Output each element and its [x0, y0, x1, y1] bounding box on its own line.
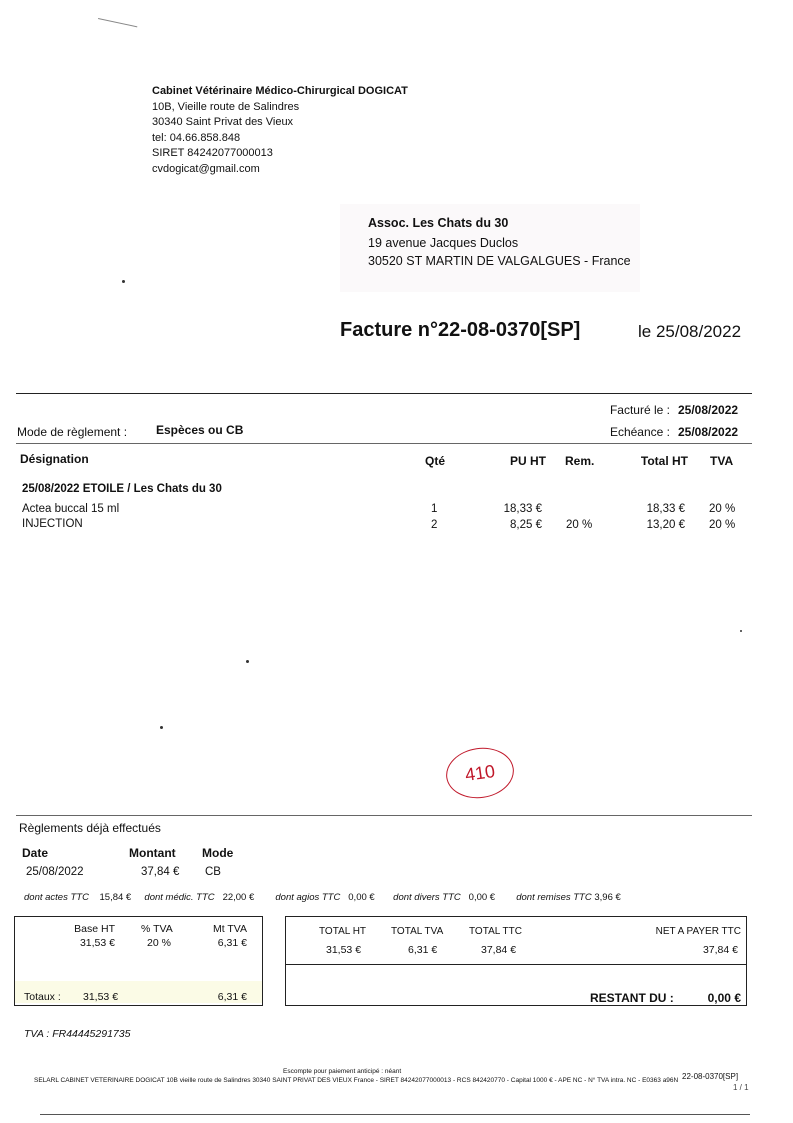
emitter-email: cvdogicat@gmail.com	[152, 162, 260, 175]
table-row-qty: 1	[431, 503, 438, 515]
scan-mark	[95, 18, 138, 43]
vat-totals-mt: 6,31 €	[217, 991, 247, 1003]
table-row-rem: 20 %	[566, 519, 593, 531]
col-designation: Désignation	[20, 452, 89, 466]
divider	[16, 815, 752, 816]
footer-legal: SELARL CABINET VETERINAIRE DOGICAT 10B vieille route de Salindres 30340 SAINT PRIVAT DES VIEUX France - SIRET 84242077000013 - RCS 842420770 - Capital 1000 € - APE NC - N° TVA intra. NC - E0363 a96N	[34, 1077, 679, 1084]
recipient-address1: 19 avenue Jacques Duclos	[368, 236, 519, 250]
vat-col-pct: % TVA	[141, 923, 173, 935]
breakdown-label: dont médic. TTC	[144, 892, 215, 903]
emitter-siret: SIRET 84242077000013	[152, 147, 273, 159]
payment-amount: 37,84 €	[141, 866, 180, 878]
remaining-value: 0,00 €	[707, 991, 741, 1005]
payment-mode-label: Mode de règlement :	[17, 425, 128, 439]
stamp-text: 410	[463, 760, 497, 785]
due-label: Echéance :	[609, 425, 670, 439]
payments-col-mode: Mode	[202, 846, 234, 860]
table-row-qty: 2	[431, 519, 438, 531]
payments-breakdown	[24, 892, 621, 903]
totals-col-ht: TOTAL HT	[319, 926, 367, 937]
table-row-designation: INJECTION	[22, 518, 83, 530]
vat-totals-label: Totaux :	[24, 991, 61, 1003]
breakdown-label: dont actes TTC	[24, 892, 89, 903]
footer-page: 1 / 1	[733, 1083, 749, 1092]
vat-col-mt: Mt TVA	[212, 923, 247, 935]
vat-base-value: 31,53 €	[79, 937, 115, 949]
payments-col-amount: Montant	[129, 846, 176, 860]
recipient-block	[340, 204, 640, 292]
handwritten-stamp	[443, 744, 517, 803]
divider	[16, 443, 752, 444]
footer-escompte: Escompte pour paiement anticipé : néant	[283, 1068, 402, 1075]
recipient-address2: 30520 ST MARTIN DE VALGALGUES - France	[368, 254, 631, 268]
divider	[40, 1114, 750, 1115]
payment-date: 25/08/2022	[26, 866, 84, 878]
divider	[16, 393, 752, 394]
breakdown-label: dont agios TTC	[275, 892, 341, 903]
vat-totals-base: 31,53 €	[83, 991, 119, 1003]
table-row-total: 18,33 €	[646, 503, 685, 515]
emitter-tel: tel: 04.66.858.848	[152, 131, 241, 144]
breakdown-value: 0,00 €	[348, 892, 375, 903]
totals-col-ttc: TOTAL TTC	[469, 926, 522, 937]
vat-pct-value: 20 %	[147, 937, 171, 949]
totals-box	[285, 916, 747, 1006]
invoice-date: le 25/08/2022	[638, 322, 742, 341]
breakdown-label: dont remises TTC	[516, 892, 592, 903]
scan-speck	[160, 726, 163, 729]
col-pu: PU HT	[510, 454, 546, 468]
totals-divider	[286, 964, 746, 965]
breakdown-label: dont divers TTC	[393, 892, 461, 903]
totals-ttc-value: 37,84 €	[481, 944, 517, 956]
totals-col-net: NET A PAYER TTC	[655, 926, 741, 937]
vat-mt-value: 6,31 €	[217, 937, 247, 949]
payment-mode-value: Espèces ou CB	[156, 423, 244, 437]
totals-ht-value: 31,53 €	[326, 944, 362, 956]
billed-label: Facturé le :	[609, 403, 670, 417]
footer-ref: 22-08-0370[SP]	[682, 1072, 739, 1081]
table-row-tva: 20 %	[709, 503, 736, 515]
totals-tva-value: 6,31 €	[408, 944, 438, 956]
recipient-name: Assoc. Les Chats du 30	[368, 216, 509, 230]
breakdown-value: 3,96 €	[594, 892, 621, 903]
table-row-total: 13,20 €	[646, 519, 685, 531]
vat-summary-box	[14, 916, 263, 1006]
scan-speck	[122, 280, 125, 283]
table-row-pu: 8,25 €	[510, 519, 542, 531]
table-row-pu: 18,33 €	[503, 503, 542, 515]
emitter-address2: 30340 Saint Privat des Vieux	[152, 116, 294, 128]
table-row-tva: 20 %	[709, 519, 736, 531]
scan-speck	[246, 660, 249, 663]
scan-speck	[740, 630, 742, 632]
emitter-name: Cabinet Vétérinaire Médico-Chirurgical DOGICAT	[152, 85, 408, 97]
vat-col-base: Base HT	[74, 923, 115, 935]
invoice-title: Facture n°22-08-0370[SP]	[340, 319, 581, 341]
emitter-block	[152, 84, 408, 177]
col-qty: Qté	[425, 454, 446, 468]
totals-col-tva: TOTAL TVA	[391, 926, 444, 937]
totals-net-value: 37,84 €	[702, 944, 738, 956]
payments-title: Règlements déjà effectués	[19, 821, 161, 835]
payment-mode: CB	[205, 866, 221, 878]
breakdown-value: 15,84 €	[99, 892, 132, 903]
vat-number: TVA : FR44445291735	[24, 1028, 131, 1040]
remaining-label: RESTANT DU :	[590, 991, 674, 1005]
emitter-address1: 10B, Vieille route de Salindres	[152, 100, 300, 113]
col-rem: Rem.	[565, 454, 595, 468]
due-date: 25/08/2022	[678, 425, 739, 439]
col-total: Total HT	[640, 454, 688, 468]
breakdown-value: 0,00 €	[468, 892, 496, 903]
col-tva: TVA	[710, 454, 734, 468]
billed-date: 25/08/2022	[678, 403, 739, 417]
payments-col-date: Date	[22, 846, 49, 860]
breakdown-value: 22,00 €	[222, 892, 255, 903]
table-row-designation: Actea buccal 15 ml	[22, 503, 120, 515]
table-group-label: 25/08/2022 ETOILE / Les Chats du 30	[22, 483, 222, 495]
